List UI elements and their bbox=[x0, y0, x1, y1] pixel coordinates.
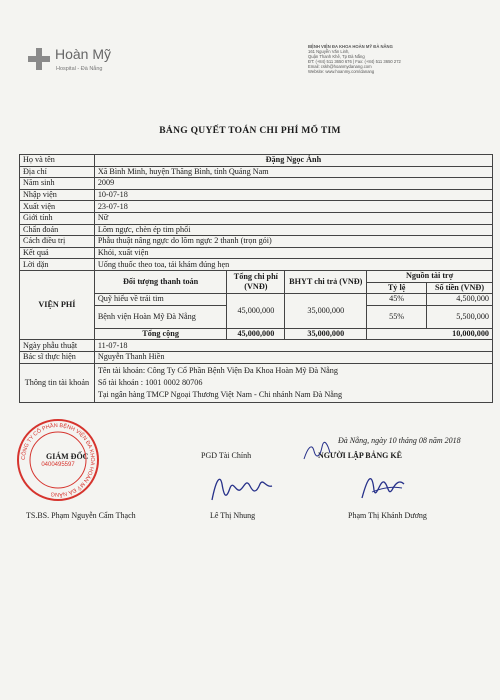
logo-subtitle: Hospital - Đà Nẵng bbox=[56, 66, 103, 72]
field-label: Xuất viện bbox=[20, 201, 95, 213]
birth-year-value: 2009 bbox=[94, 178, 492, 190]
col-rate-header: Tỷ lệ bbox=[367, 282, 427, 294]
table-row bbox=[20, 189, 493, 201]
sum-label: Tổng cộng bbox=[94, 328, 227, 340]
fee-amount: 5,500,000 bbox=[427, 305, 493, 328]
preparer-name: Phạm Thị Khánh Dương bbox=[348, 511, 427, 520]
fee-subject: Bệnh viện Hoàn Mỹ Đà Nẵng bbox=[94, 305, 227, 328]
director-title: GIÁM ĐỐC bbox=[46, 452, 89, 461]
table-row bbox=[20, 236, 493, 248]
col-total-header: Tổng chi phí (VNĐ) bbox=[227, 270, 285, 293]
discharge-date-value: 23-07-18 bbox=[94, 201, 492, 213]
field-label: Lời dặn bbox=[20, 259, 95, 271]
preparer-signature bbox=[358, 470, 408, 504]
contact-line: Email: cskh@hoanmydanang.com bbox=[308, 64, 372, 69]
bank-details bbox=[94, 363, 492, 402]
hospital-logo bbox=[28, 46, 112, 82]
settlement-table bbox=[19, 154, 493, 403]
signing-date: Đà Nẵng, ngày 10 tháng 08 năm 2018 bbox=[338, 436, 461, 445]
field-label: Cách điều trị bbox=[20, 236, 95, 248]
field-label: Chẩn đoán bbox=[20, 224, 95, 236]
hospital-contact-info bbox=[308, 44, 488, 74]
table-row bbox=[20, 178, 493, 190]
bank-account-name: Tên tài khoản: Công Ty Cổ Phần Bệnh Viện Đa Khoa Hoàn Mỹ Đà Nẵng bbox=[97, 365, 338, 375]
contact-line: Quận Thanh Khê, Tp Đà Nẵng bbox=[308, 54, 365, 59]
col-source-header: Nguồn tài trợ bbox=[367, 270, 493, 282]
field-label: Kết quả bbox=[20, 247, 95, 259]
field-label: Giới tính bbox=[20, 212, 95, 224]
contact-line: Website: www.hoanmy.com/danang bbox=[308, 69, 375, 74]
table-row bbox=[20, 247, 493, 259]
sum-bhyt: 35,000,000 bbox=[285, 328, 367, 340]
bhyt-paid-value: 35,000,000 bbox=[285, 294, 367, 329]
sum-amount: 10,000,000 bbox=[367, 328, 493, 340]
diagnosis-value: Lõm ngực, chèn ép tim phổi bbox=[94, 224, 492, 236]
fee-amount: 4,500,000 bbox=[427, 294, 493, 306]
contact-line: ĐT: (+84) 511 3650 676 | Fax: (+84) 511 3650 272 bbox=[308, 59, 401, 64]
col-subject-header: Đối tượng thanh toán bbox=[94, 270, 227, 293]
table-row bbox=[20, 166, 493, 178]
result-value: Khỏi, xuất viện bbox=[94, 247, 492, 259]
stamp-code: 0400495597 bbox=[41, 462, 75, 468]
finance-title: PGD Tài Chính bbox=[201, 451, 252, 460]
bank-row bbox=[20, 363, 493, 402]
table-row bbox=[20, 259, 493, 271]
advice-value: Uống thuốc theo toa, tái khám đúng hẹn bbox=[94, 259, 492, 271]
director-name: TS.BS. Phạm Nguyễn Cẩm Thạch bbox=[26, 511, 136, 520]
table-row bbox=[20, 212, 493, 224]
fee-rate: 45% bbox=[367, 294, 427, 306]
red-seal-stamp bbox=[16, 418, 100, 502]
fees-section-label: VIỆN PHÍ bbox=[20, 270, 95, 339]
finance-initial-signature bbox=[302, 441, 332, 463]
table-row bbox=[20, 340, 493, 352]
table-row bbox=[20, 201, 493, 213]
field-label: Bác sĩ thực hiện bbox=[20, 351, 95, 363]
table-row bbox=[20, 224, 493, 236]
finance-name: Lê Thị Nhung bbox=[210, 511, 256, 520]
field-label: Nhập viện bbox=[20, 189, 95, 201]
fees-header-row bbox=[20, 270, 493, 282]
bank-account-number: Số tài khoản : 1001 0002 80706 bbox=[97, 377, 203, 387]
col-amount-header: Số tiền (VNĐ) bbox=[427, 282, 493, 294]
fee-subject: Quỹ hiểu về trái tim bbox=[94, 294, 227, 306]
bank-label: Thông tin tài khoản bbox=[20, 363, 95, 402]
field-label: Họ và tên bbox=[20, 155, 95, 167]
address-value: Xã Bình Minh, huyện Thăng Bình, tỉnh Quảng Nam bbox=[94, 166, 492, 178]
surgery-date-value: 11-07-18 bbox=[94, 340, 492, 352]
field-label: Địa chỉ bbox=[20, 166, 95, 178]
bank-branch: Tại ngân hàng TMCP Ngoại Thương Việt Nam - Chi nhánh Nam Đà Nẵng bbox=[97, 389, 343, 399]
field-label: Năm sinh bbox=[20, 178, 95, 190]
preparer-title: NGƯỜI LẬP BẢNG KÊ bbox=[318, 451, 402, 460]
field-label: Ngày phẫu thuật bbox=[20, 340, 95, 352]
finance-signature bbox=[206, 470, 276, 506]
fee-rate: 55% bbox=[367, 305, 427, 328]
contact-line: BỆNH VIỆN ĐA KHOA HOÀN MỸ ĐÀ NẴNG bbox=[308, 44, 393, 49]
contact-line: 161 Nguyễn Văn Linh, bbox=[308, 49, 350, 54]
table-row bbox=[20, 351, 493, 363]
patient-name: Đặng Ngọc Ánh bbox=[94, 155, 492, 167]
table-row bbox=[20, 155, 493, 167]
treatment-value: Phẫu thuật nâng ngực do lõm ngực 2 thanh (trọn gói) bbox=[94, 236, 492, 248]
col-bhyt-header: BHYT chi trả (VNĐ) bbox=[285, 270, 367, 293]
gender-value: Nữ bbox=[94, 212, 492, 224]
total-cost-value: 45,000,000 bbox=[227, 294, 285, 329]
document-title: BẢNG QUYẾT TOÁN CHI PHÍ MỔ TIM bbox=[159, 126, 341, 136]
sum-total: 45,000,000 bbox=[227, 328, 285, 340]
admission-date-value: 10-07-18 bbox=[94, 189, 492, 201]
doctor-value: Nguyễn Thanh Hiền bbox=[94, 351, 492, 363]
stamp-ring-text: CÔNG TY CỔ PHẦN BỆNH VIỆN ĐA KHOA HOÀN MỸ ĐÀ NẴNG bbox=[20, 422, 96, 498]
medical-cross-icon bbox=[28, 48, 50, 70]
logo-brand: Hoàn Mỹ bbox=[55, 46, 112, 62]
